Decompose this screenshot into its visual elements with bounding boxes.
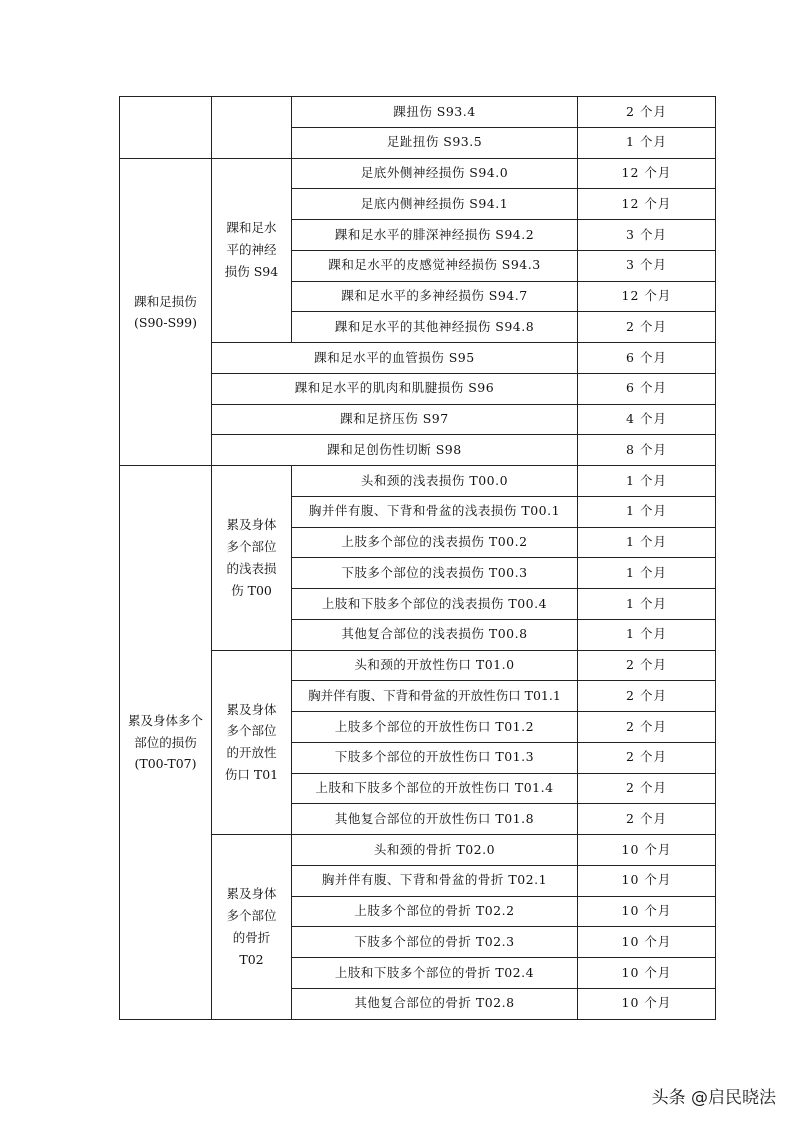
injury-name: 头和颈的浅表损伤 T00.0 xyxy=(292,466,578,497)
duration-value: 10 个月 xyxy=(578,927,716,958)
duration-value: 2 个月 xyxy=(578,712,716,743)
injury-name: 胸并伴有腹、下背和骨盆的骨折 T02.1 xyxy=(292,865,578,896)
duration-value: 3 个月 xyxy=(578,250,716,281)
duration-value: 10 个月 xyxy=(578,835,716,866)
injury-name: 踝和足挤压伤 S97 xyxy=(212,404,578,435)
duration-value: 6 个月 xyxy=(578,373,716,404)
table-row xyxy=(120,466,716,497)
table-row xyxy=(120,158,716,189)
injury-name: 足底外侧神经损伤 S94.0 xyxy=(292,158,578,189)
injury-name: 足趾扭伤 S93.5 xyxy=(292,127,578,158)
duration-value: 2 个月 xyxy=(578,97,716,128)
duration-value: 1 个月 xyxy=(578,589,716,620)
subgroup-cell-continued xyxy=(212,97,292,159)
injury-name: 头和颈的骨折 T02.0 xyxy=(292,835,578,866)
injury-name: 其他复合部位的开放性伤口 T01.8 xyxy=(292,804,578,835)
duration-value: 10 个月 xyxy=(578,958,716,989)
category-cell-continued xyxy=(120,97,212,159)
subgroup-t00: 累及身体多个部位的浅表损伤 T00 xyxy=(212,466,292,651)
injury-name: 头和颈的开放性伤口 T01.0 xyxy=(292,650,578,681)
injury-name: 踝和足水平的腓深神经损伤 S94.2 xyxy=(292,220,578,251)
duration-value: 2 个月 xyxy=(578,650,716,681)
injury-name: 踝和足水平的多神经损伤 S94.7 xyxy=(292,281,578,312)
injury-name: 踝和足水平的肌肉和肌腱损伤 S96 xyxy=(212,373,578,404)
duration-value: 1 个月 xyxy=(578,619,716,650)
duration-value: 10 个月 xyxy=(578,865,716,896)
injury-name: 上肢多个部位的开放性伤口 T01.2 xyxy=(292,712,578,743)
injury-name: 其他复合部位的骨折 T02.8 xyxy=(292,988,578,1019)
injury-name: 下肢多个部位的开放性伤口 T01.3 xyxy=(292,742,578,773)
duration-value: 12 个月 xyxy=(578,281,716,312)
subgroup-t02: 累及身体多个部位的骨折 T02 xyxy=(212,835,292,1020)
duration-value: 2 个月 xyxy=(578,804,716,835)
duration-value: 2 个月 xyxy=(578,312,716,343)
duration-value: 1 个月 xyxy=(578,558,716,589)
injury-duration-table xyxy=(119,96,716,1020)
duration-value: 12 个月 xyxy=(578,189,716,220)
duration-value: 6 个月 xyxy=(578,343,716,374)
duration-value: 1 个月 xyxy=(578,466,716,497)
duration-value: 12 个月 xyxy=(578,158,716,189)
duration-value: 2 个月 xyxy=(578,773,716,804)
injury-name: 胸并伴有腹、下背和骨盆的浅表损伤 T00.1 xyxy=(292,496,578,527)
duration-value: 2 个月 xyxy=(578,681,716,712)
injury-name: 踝和足水平的血管损伤 S95 xyxy=(212,343,578,374)
subgroup-s94: 踝和足水平的神经损伤 S94 xyxy=(212,158,292,343)
category-ankle-foot: 踝和足损伤(S90-S99) xyxy=(120,158,212,466)
injury-name: 足底内侧神经损伤 S94.1 xyxy=(292,189,578,220)
duration-value: 4 个月 xyxy=(578,404,716,435)
injury-name: 上肢和下肢多个部位的骨折 T02.4 xyxy=(292,958,578,989)
duration-value: 10 个月 xyxy=(578,988,716,1019)
injury-name: 上肢多个部位的浅表损伤 T00.2 xyxy=(292,527,578,558)
injury-name: 踝和足水平的皮感觉神经损伤 S94.3 xyxy=(292,250,578,281)
injury-name: 踝和足水平的其他神经损伤 S94.8 xyxy=(292,312,578,343)
injury-name: 下肢多个部位的骨折 T02.3 xyxy=(292,927,578,958)
duration-value: 1 个月 xyxy=(578,496,716,527)
duration-value: 8 个月 xyxy=(578,435,716,466)
subgroup-t01: 累及身体多个部位的开放性伤口 T01 xyxy=(212,650,292,835)
injury-name: 踝扭伤 S93.4 xyxy=(292,97,578,128)
injury-name: 胸并伴有腹、下背和骨盆的开放性伤口 T01.1 xyxy=(292,681,578,712)
injury-name: 上肢和下肢多个部位的开放性伤口 T01.4 xyxy=(292,773,578,804)
injury-name: 上肢和下肢多个部位的浅表损伤 T00.4 xyxy=(292,589,578,620)
duration-value: 1 个月 xyxy=(578,527,716,558)
injury-name: 其他复合部位的浅表损伤 T00.8 xyxy=(292,619,578,650)
injury-name: 上肢多个部位的骨折 T02.2 xyxy=(292,896,578,927)
watermark: 头条 @启民晓法 xyxy=(651,1088,776,1108)
duration-value: 1 个月 xyxy=(578,127,716,158)
duration-value: 10 个月 xyxy=(578,896,716,927)
duration-value: 2 个月 xyxy=(578,742,716,773)
category-multi-region: 累及身体多个部位的损伤(T00-T07) xyxy=(120,466,212,1020)
injury-name: 踝和足创伤性切断 S98 xyxy=(212,435,578,466)
table-row xyxy=(120,97,716,128)
duration-value: 3 个月 xyxy=(578,220,716,251)
injury-name: 下肢多个部位的浅表损伤 T00.3 xyxy=(292,558,578,589)
